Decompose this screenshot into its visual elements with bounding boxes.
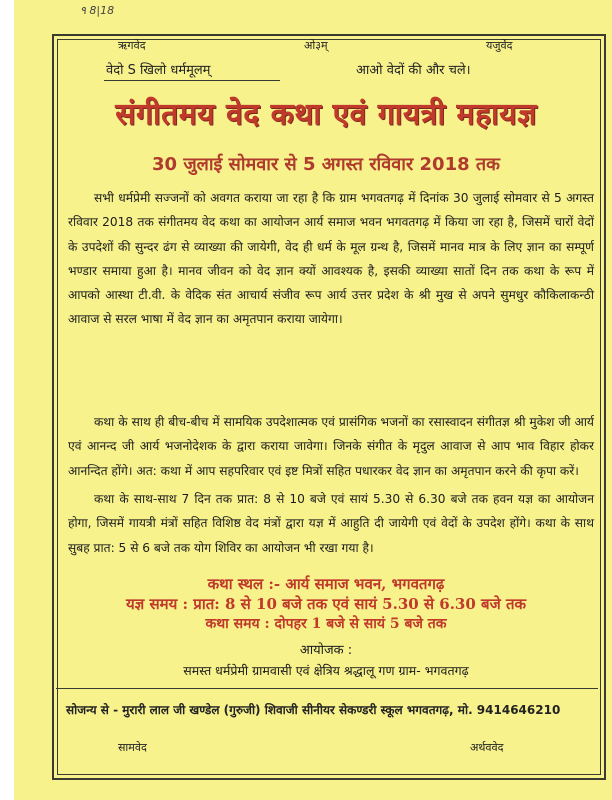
- handwritten-note: ٩ 8|18: [80, 4, 115, 17]
- venue-line: कथा स्थल :- आर्य समाज भवन, भगवतगढ़: [207, 575, 445, 593]
- katha-time-line: कथा समय : दोपहर 1 बजे से सायं 5 बजे तक: [205, 616, 447, 632]
- om-label: ओ३म्: [304, 39, 328, 52]
- yajurveda-label: यजुर्वेद: [486, 39, 513, 52]
- yajna-time-line: यज्ञ समय : प्रात: 8 से 10 बजे तक एवं सायं 5.30 से 6.30 बजे तक: [125, 595, 527, 613]
- motto-right: आओ वेदों की और चले।: [356, 63, 471, 78]
- motto-left: वेदो S खिलो धर्ममूलम्: [106, 63, 211, 78]
- poster-title: संगीतमय वेद कथा एवं गायत्री महायज्ञ: [115, 97, 537, 132]
- paragraph-intro: सभी धर्मप्रेमी सज्जनों को अवगत कराया जा रहा है कि ग्राम भगवतगढ़ में दिनांक 30 जुलाई सोमवार से 5 अगस्त रविवार 2018 तक संगीतमय वेद कथा का आयोजन आर्य समाज भवन भगवतगढ़ में किया जा रहा है, जिसमें चारों वेदों के उपदेशों की सुन्दर ढंग से व्याख्या की जायेगी, वेद ही धर्म के मूल ग्रन्थ है, जिसमें मानव मात्र के लिए ज्ञान का सम्पूर्ण भण्डार समाया हुआ है। मानव जीवन को वेद ज्ञान क्यों आवश्यक है, इसकी व्याख्या सातों दिन तक कथा के रूप में आपको आस्था टी.वी. के वेदिक संत आचार्य संजीव रूप आर्य उत्तर प्रदेश के श्री मुख से अपने सुमधुर कौकिलाकन्ठी आवाज से सरल भाषा में वेद ज्ञान का अमृतपान कराया जायेगा।: [68, 191, 594, 327]
- motto-left-underline: [104, 80, 280, 81]
- courtesy-line: सोजन्य से - मुरारी लाल जी खण्डेल (गुरुजी) शिवाजी सीनीयर सेकण्डरी स्कूल भगवतगढ़, मो. 9414646210: [66, 703, 561, 717]
- event-dates: 30 जुलाई सोमवार से 5 अगस्त रविवार 2018 तक: [152, 154, 500, 175]
- organiser-label: आयोजक :: [299, 643, 353, 658]
- paragraph-bhajan: कथा के साथ ही बीच-बीच में सामयिक उपदेशात्मक एवं प्रासंगिक भजनों का रसास्वादन संगीतज्ञ श्री मुकेश जी आर्य एवं आनन्द जी आर्य भजनोदेशक के द्वारा कराया जावेगा। जिनके संगीत के मृदुल आवाज से आप भाव विहार होकर आनन्दित होंगे। अत: कथा में आप सहपरिवार एवं इष्ट मित्रों सहित पधारकर वेद ज्ञान का अमृतपान करने की कृपा करें।: [68, 415, 594, 478]
- footer-divider: [56, 688, 598, 689]
- organisers-text: समस्त धर्मप्रेमी ग्रामवासी एवं क्षेत्रिय श्रद्धालू गण ग्राम- भगवतगढ़: [183, 663, 469, 678]
- paragraph-havan: कथा के साथ-साथ 7 दिन तक प्रात: 8 से 10 बजे एवं सायं 5.30 से 6.30 बजे तक हवन यज्ञ का आयोजन होगा, जिसमें गायत्री मंत्रों सहित विशिष्ठ वेद मंत्रों द्वारा यज्ञ में आहुति दी जायेगी एवं वेदों के उपदेश होंगे। कथा के साथ सुबह प्रात: 5 से 6 बजे तक योग शिविर का आयोजन भी रखा गया है।: [68, 492, 594, 555]
- samaveda-label: सामवेद: [118, 741, 147, 754]
- rigveda-label: ऋगवेद: [118, 39, 146, 52]
- atharvaveda-label: अर्थववेद: [470, 741, 504, 754]
